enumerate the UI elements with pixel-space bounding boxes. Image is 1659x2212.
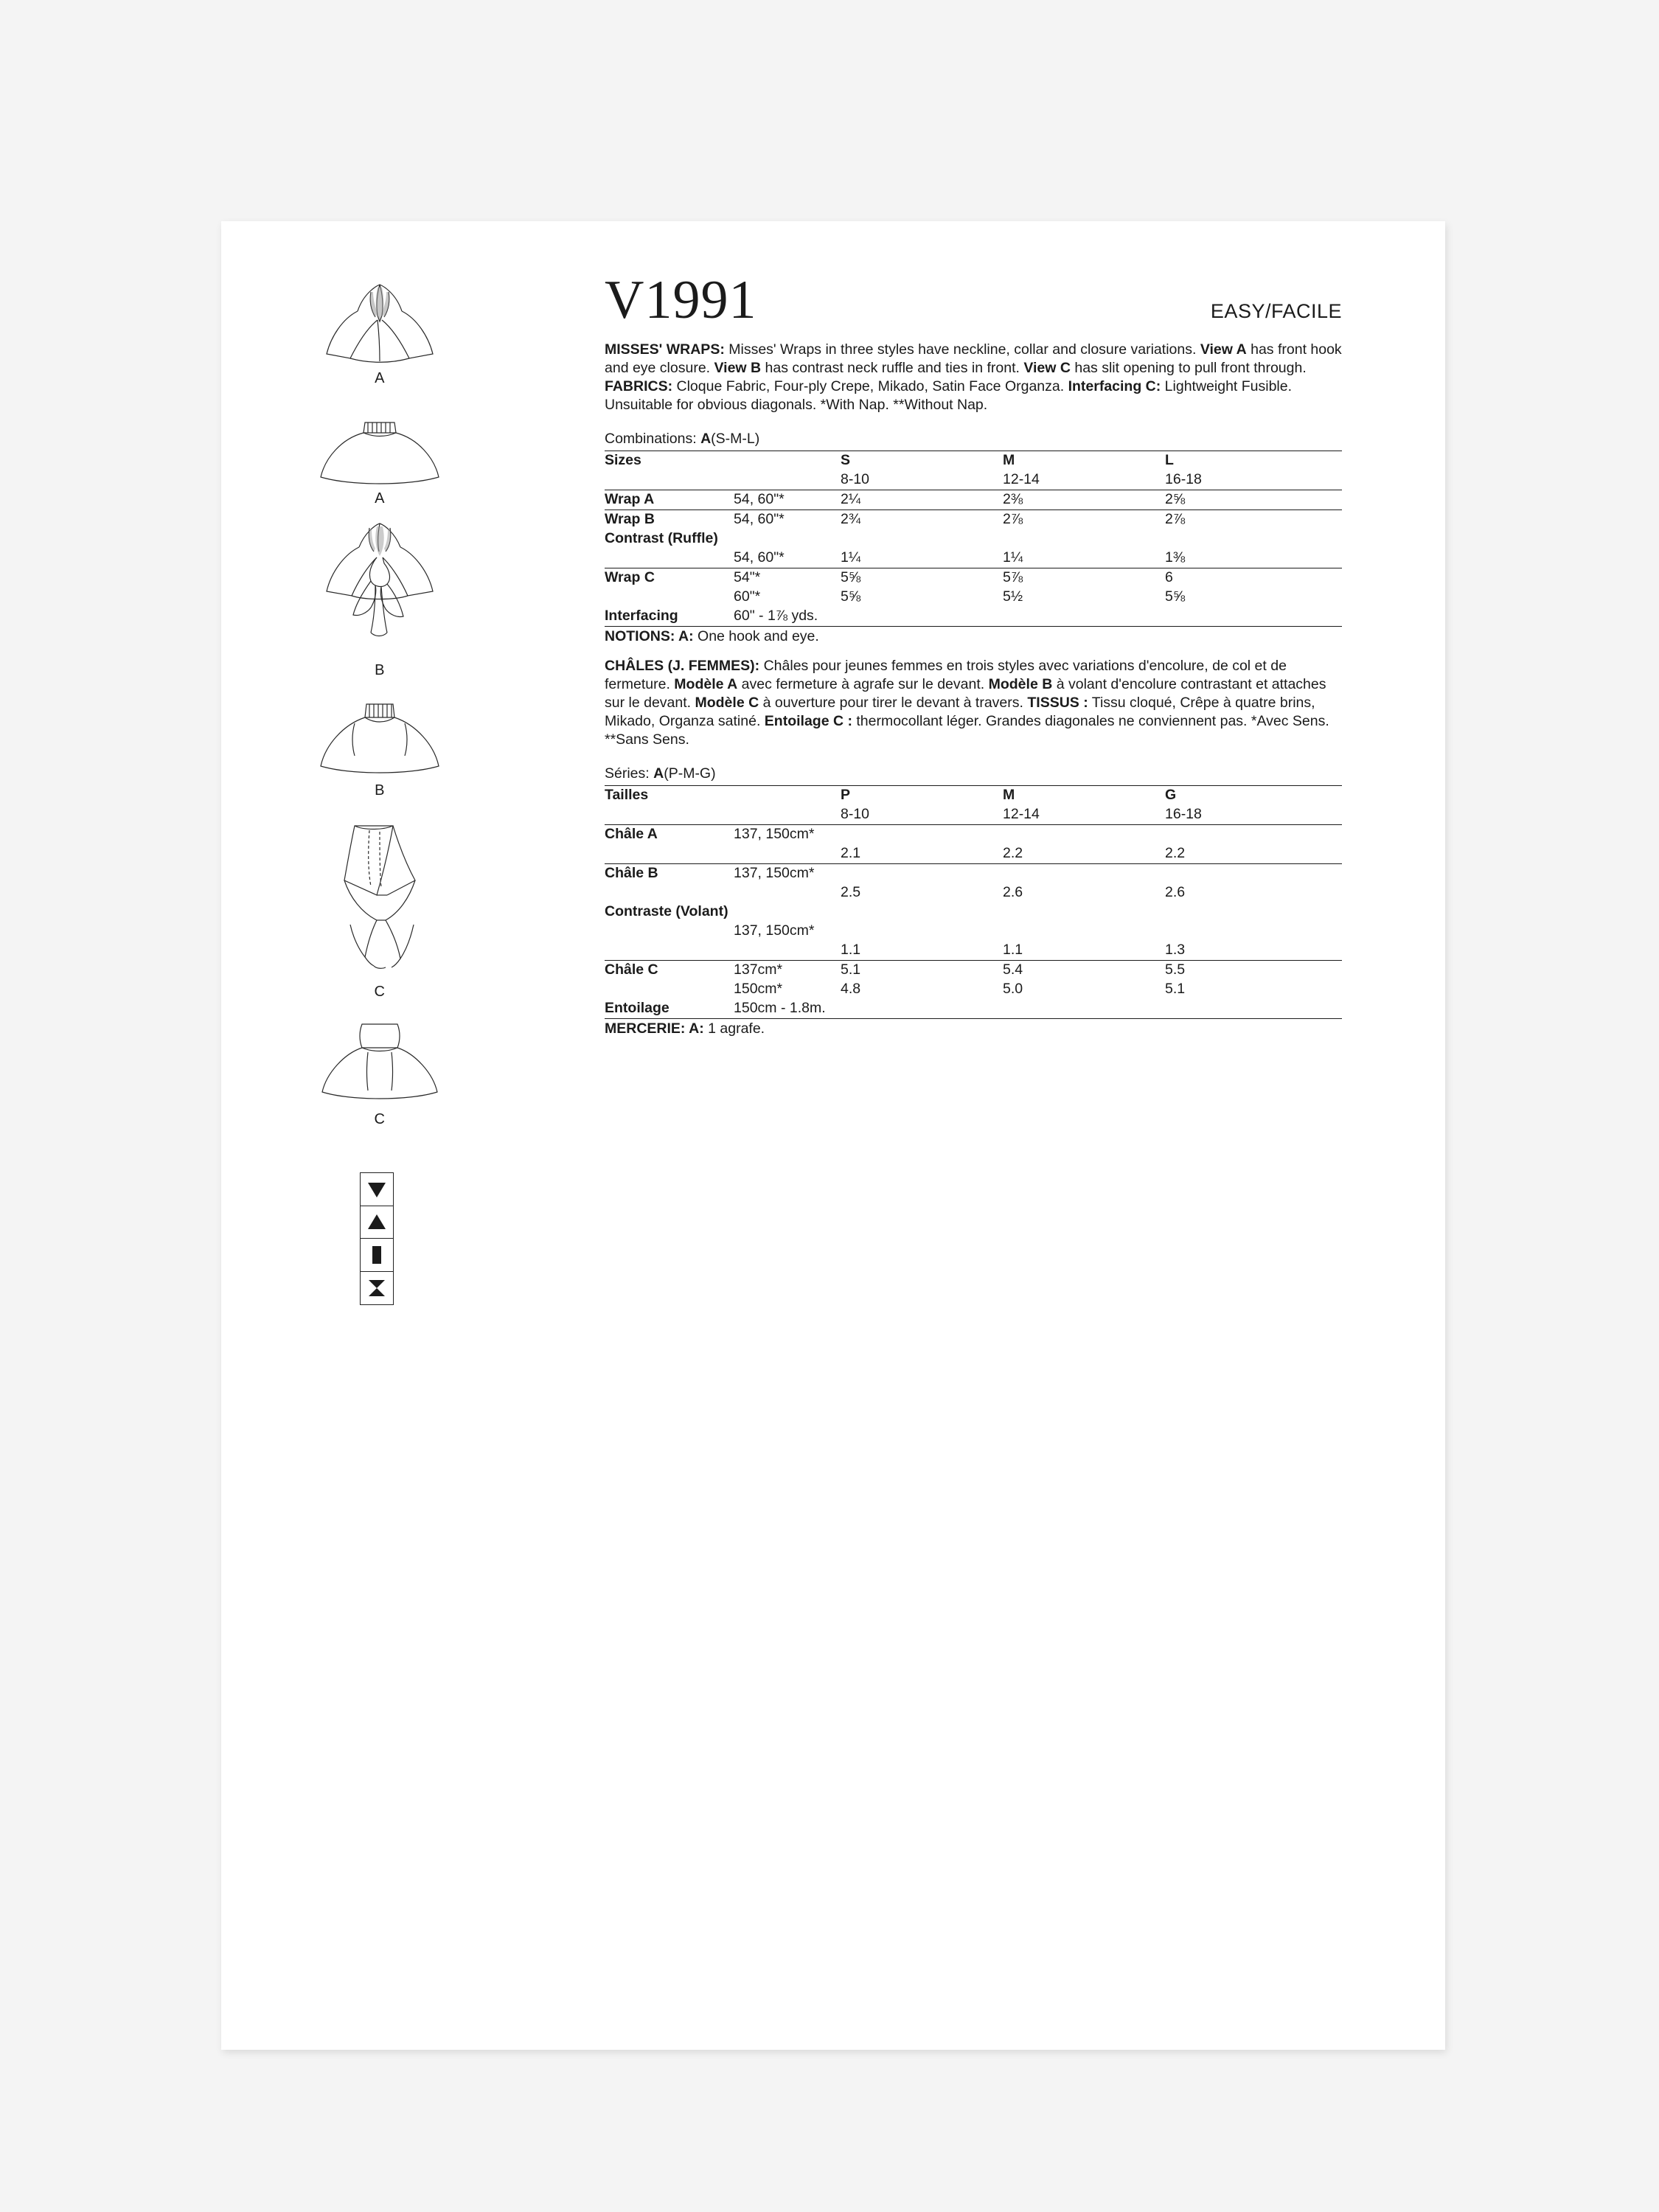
tailles-header: Tailles: [605, 785, 734, 805]
wrap-c-back-drawing: [306, 1014, 453, 1110]
row-width: 60" - 1⅞ yds.: [734, 607, 818, 624]
row-value-l: 2⅝: [1165, 490, 1342, 509]
row-name: Entoilage: [605, 999, 669, 1016]
table-row: [605, 490, 1342, 509]
row-name: Contraste (Volant): [605, 902, 728, 919]
wrap-b-front: [302, 521, 457, 679]
size-label-m: M: [1003, 451, 1165, 470]
table-row: [605, 588, 1342, 607]
series-sizes: (P-M-G): [664, 765, 716, 782]
view-a-label: View A: [1200, 341, 1247, 358]
combinations-value: A: [700, 430, 712, 447]
series-value: A: [653, 765, 664, 782]
table-subheader-row: [605, 470, 1342, 490]
wrap-b-front-drawing: [306, 521, 453, 661]
tissus-label: TISSUS :: [1027, 694, 1088, 711]
row-value-m: 2.2: [1003, 844, 1023, 861]
row-value-s: 2¾: [841, 509, 1003, 529]
size-num-g: 16-18: [1165, 805, 1202, 822]
row-value-g: 2.2: [1165, 844, 1186, 861]
mercerie-text: 1 agrafe.: [703, 1020, 765, 1037]
row-value-m: 5½: [1003, 588, 1023, 605]
row-value-m: 2⅜: [1003, 490, 1165, 509]
row-width: 150cm - 1.8m.: [734, 999, 826, 1016]
row-value-l: 2⅞: [1165, 509, 1342, 529]
size-label-p: P: [841, 785, 1003, 805]
row-name: Châle B: [605, 863, 734, 883]
description-french: [605, 657, 1342, 749]
row-name: Châle A: [605, 824, 734, 844]
row-width: 54, 60"*: [734, 509, 841, 529]
size-num-l: 16-18: [1165, 470, 1202, 487]
row-value-m: 2⅞: [1003, 509, 1165, 529]
wrap-a-back-drawing: [306, 400, 453, 489]
row-value-s: 5⅝: [841, 588, 861, 605]
notions-text: One hook and eye.: [693, 627, 819, 644]
table-row: [605, 549, 1342, 568]
table-row: [605, 941, 1342, 961]
title-row: [605, 270, 1342, 330]
row-value-m: 5.0: [1003, 980, 1023, 997]
row-value-g: 1.3: [1165, 941, 1186, 958]
row-value-s: 2¼: [841, 490, 1003, 509]
row-width: 60"*: [734, 588, 761, 605]
row-name: Interfacing: [605, 607, 678, 624]
wrap-b-back: [302, 692, 457, 799]
row-width: 54, 60"*: [734, 549, 785, 566]
combinations-english: [605, 431, 1342, 448]
size-label-l: L: [1165, 451, 1342, 470]
tissus-text: Tissu cloqué, Crêpe à quatre brins, Mikado, Organza satiné.: [605, 694, 1315, 729]
row-name: Contrast (Ruffle): [605, 529, 718, 546]
row-name: [605, 588, 734, 607]
wrap-c-back: [302, 1014, 457, 1128]
table-header-row: [605, 451, 1342, 470]
size-label-s: S: [841, 451, 1003, 470]
description-en-body3: has contrast neck ruffle and ties in front.: [761, 359, 1024, 376]
row-width: 137, 150cm*: [734, 824, 841, 844]
size-num-s: 8-10: [841, 470, 870, 487]
interfacing-text: Lightweight Fusible. Unsuitable for obvious diagonals. *With Nap. **Without Nap.: [605, 378, 1293, 413]
row-value-m: 2.6: [1003, 883, 1023, 900]
table-row: [605, 980, 1342, 999]
wrap-b-back-drawing: [306, 692, 453, 781]
notions-english: [605, 626, 1342, 645]
row-value-m: 5.4: [1003, 960, 1165, 980]
row-value-p: 5.1: [841, 960, 1003, 980]
size-label-m: M: [1003, 785, 1165, 805]
row-value-l: 6: [1165, 568, 1342, 588]
symbol-key: [360, 1172, 394, 1305]
table-subheader-row: [605, 805, 1342, 825]
wrap-c-front: [302, 813, 457, 1001]
table-row: [605, 922, 1342, 941]
table-row: [605, 824, 1342, 844]
description-en-body4: has slit opening to pull front through.: [1070, 359, 1307, 376]
size-table-english: [605, 451, 1342, 626]
size-num-m: 12-14: [1003, 805, 1040, 822]
row-value-s: 5⅝: [841, 568, 1003, 588]
row-value-g: 5.1: [1165, 980, 1186, 997]
row-width: 150cm*: [734, 980, 783, 997]
table-row: [605, 883, 1342, 902]
triangle-up-symbol: [360, 1206, 394, 1239]
description-fr-body3: à volant d'encolure contrastant et attaches sur le devant.: [605, 675, 1326, 711]
view-c-label: View C: [1023, 359, 1071, 376]
row-value-p: 4.8: [841, 980, 861, 997]
modele-a-label: Modèle A: [674, 675, 738, 692]
main-content: [605, 270, 1342, 1037]
table-row: [605, 999, 1342, 1018]
row-value-m: 1¼: [1003, 549, 1023, 566]
row-value-g: 5.5: [1165, 960, 1342, 980]
illustration-label: A: [375, 370, 385, 386]
modele-c-label: Modèle C: [695, 694, 759, 711]
row-width: 137, 150cm*: [734, 922, 815, 939]
table-row: [605, 607, 1342, 626]
illustration-label: B: [375, 662, 385, 678]
description-fr-body4: à ouverture pour tirer le devant à travers.: [759, 694, 1028, 711]
row-value-g: 2.6: [1165, 883, 1186, 900]
table-row: [605, 863, 1342, 883]
table-row: [605, 902, 1342, 922]
fabrics-label: FABRICS:: [605, 378, 673, 394]
modele-b-label: Modèle B: [988, 675, 1053, 692]
illustration-label: C: [374, 984, 386, 1000]
table-row: [605, 509, 1342, 529]
notions-french: [605, 1018, 1342, 1037]
combinations-label: Combinations:: [605, 430, 701, 447]
row-width: 54"*: [734, 568, 841, 588]
row-value-l: 1⅜: [1165, 549, 1186, 566]
description-fr-title: CHÂLES (J. FEMMES):: [605, 657, 760, 674]
size-num-m: 12-14: [1003, 470, 1040, 487]
combinations-french: [605, 765, 1342, 782]
row-value-s: 1¼: [841, 549, 861, 566]
size-num-p: 8-10: [841, 805, 870, 822]
entoilage-text: thermocollant léger. Grandes diagonales ne conviennent pas. *Avec Sens. **Sans Sens.: [605, 712, 1329, 748]
difficulty-badge: EASY/FACILE: [1210, 300, 1342, 322]
wrap-c-front-drawing: [306, 813, 453, 982]
size-label-g: G: [1165, 785, 1342, 805]
table-header-row: [605, 785, 1342, 805]
illustration-label: A: [375, 490, 385, 507]
description-fr-body1: Châles pour jeunes femmes en trois styles avec variations d'encolure, de col et de fermeture.: [605, 657, 1287, 692]
combinations-sizes: (S-M-L): [711, 430, 760, 447]
description-english: [605, 341, 1342, 414]
row-value-m: 5⅞: [1003, 568, 1165, 588]
row-name: Wrap C: [605, 568, 734, 588]
illustration-label: B: [375, 782, 385, 799]
illustration-label: C: [374, 1111, 386, 1127]
mercerie-label: MERCERIE: A:: [605, 1020, 704, 1037]
triangle-down-symbol: [360, 1172, 394, 1206]
row-name: [605, 549, 734, 568]
table-row: [605, 844, 1342, 864]
entoilage-label: Entoilage C :: [764, 712, 852, 729]
wrap-a-back: [302, 400, 457, 507]
description-fr-body2: avec fermeture à agrafe sur le devant.: [737, 675, 989, 692]
row-name: Châle C: [605, 960, 734, 980]
row-value-m: 1.1: [1003, 941, 1023, 958]
size-table-french: [605, 785, 1342, 1018]
rectangle-symbol: [360, 1238, 394, 1272]
series-label: Séries:: [605, 765, 654, 782]
pattern-envelope-page: [221, 221, 1445, 2050]
table-row: [605, 529, 1342, 549]
row-name: Wrap B: [605, 509, 734, 529]
description-en-title: MISSES' WRAPS:: [605, 341, 725, 358]
row-value-p: 2.1: [841, 844, 861, 861]
notions-label: NOTIONS: A:: [605, 627, 694, 644]
description-en-body1: Misses' Wraps in three styles have neckline, collar and closure variations.: [724, 341, 1200, 358]
page-title: V1991: [605, 270, 757, 330]
table-row: [605, 960, 1342, 980]
view-b-label: View B: [714, 359, 762, 376]
row-width: 137cm*: [734, 960, 841, 980]
hourglass-symbol: [360, 1271, 394, 1305]
wrap-a-front: [302, 280, 457, 387]
wrap-a-front-drawing: [306, 280, 453, 369]
row-value-l: 5⅝: [1165, 588, 1186, 605]
sizes-header: Sizes: [605, 451, 734, 470]
illustration-column: [302, 280, 457, 1304]
row-width: 54, 60"*: [734, 490, 841, 509]
table-row: [605, 568, 1342, 588]
row-width: 137, 150cm*: [734, 863, 841, 883]
row-value-p: 2.5: [841, 883, 861, 900]
row-value-p: 1.1: [841, 941, 861, 958]
description-en-body2: has front hook and eye closure.: [605, 341, 1342, 376]
fabrics-text: Cloque Fabric, Four-ply Crepe, Mikado, Satin Face Organza.: [672, 378, 1068, 394]
row-name: Wrap A: [605, 490, 734, 509]
interfacing-label: Interfacing C:: [1068, 378, 1161, 394]
